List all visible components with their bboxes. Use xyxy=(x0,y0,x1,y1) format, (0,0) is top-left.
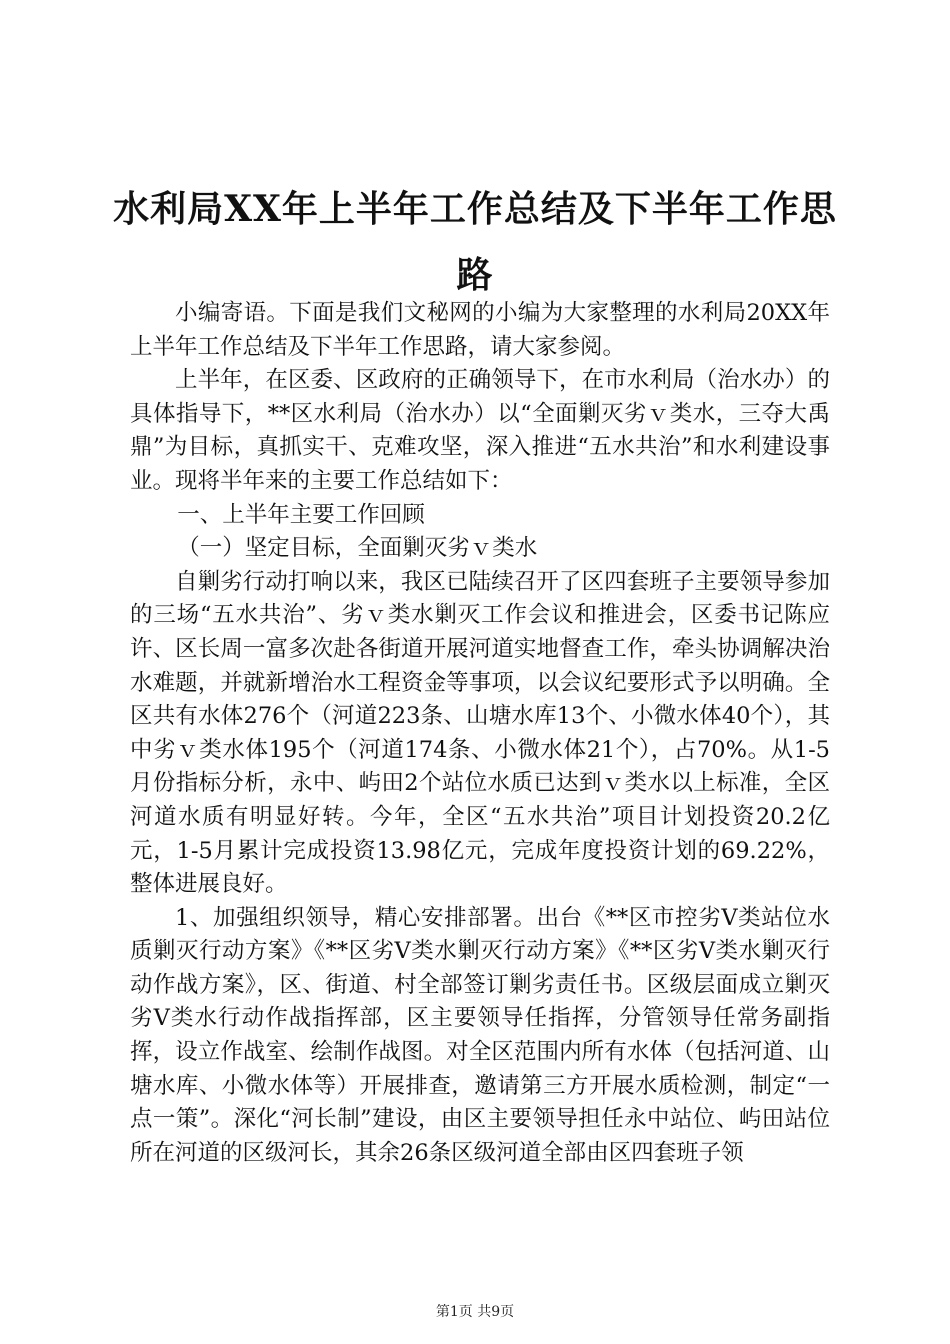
paragraph-overview: 上半年，在区委、区政府的正确领导下，在市水利局（治水办）的具体指导下，**区水利局（治水办）以“全面剿灭劣ｖ类水，三夺大禹鼎”为目标，真抓实干、克难攻坚，深入推进“五水共治”和水利建设事业。现将半年来的主要工作总结如下： xyxy=(130,367,830,494)
section-heading-review: 一、上半年主要工作回顾 xyxy=(177,501,425,528)
subsection-heading-goal: （一）坚定目标，全面剿灭劣ｖ类水 xyxy=(177,535,538,562)
paragraph-progress: 自剿劣行动打响以来，我区已陆续召开了区四套班子主要领导参加的三场“五水共治”、劣ｖ类水剿灭工作会议和推进会，区委书记陈应许、区长周一富多次赴各街道开展河道实地督查工作，牵头协调解决治水难题，并就新增治水工程资金等事项，以会议纪要形式予以明确。全区共有水体276个（河道223条、山塘水库13个、小微水体40个），其中劣ｖ类水体195个（河道174条、小微水体21个），占70%。从1-5月份指标分析，永中、屿田2个站位水质已达到ｖ类水以上标准，全区河道水质有明显好转。今年，全区“五水共治”项目计划投资20.2亿元，1-5月累计完成投资13.98亿元，完成年度投资计划的69.22%，整体进展良好。 xyxy=(130,568,830,898)
paragraph-organization: 1、加强组织领导，精心安排部署。出台《**区市控劣Ⅴ类站位水质剿灭行动方案》《**区劣Ⅴ类水剿灭行动方案》《**区劣Ⅴ类水剿灭行动作战方案》，区、街道、村全部签订剿劣责任书。区级层面成立剿灭劣Ⅴ类水行动作战指挥部，区主要领导任指挥，分管领导任常务副指挥，设立作战室、绘制作战图。对全区范围内所有水体（包括河道、山塘水库、小微水体等）开展排查，邀请第三方开展水质检测，制定“一点一策”。深化“河长制”建设，由区主要领导担任永中站位、屿田站位所在河道的区级河长，其余26条区级河道全部由区四套班子领 xyxy=(130,904,830,1166)
page-number-footer: 第1页 共9页 xyxy=(435,1304,515,1320)
paragraph-intro: 小编寄语。下面是我们文秘网的小编为大家整理的水利局20XX年上半年工作总结及下半年工作思路，请大家参阅。 xyxy=(130,300,830,360)
document-body xyxy=(130,297,830,1170)
document-title: 水利局XX年上半年工作总结及下半年工作思路 xyxy=(113,188,837,296)
